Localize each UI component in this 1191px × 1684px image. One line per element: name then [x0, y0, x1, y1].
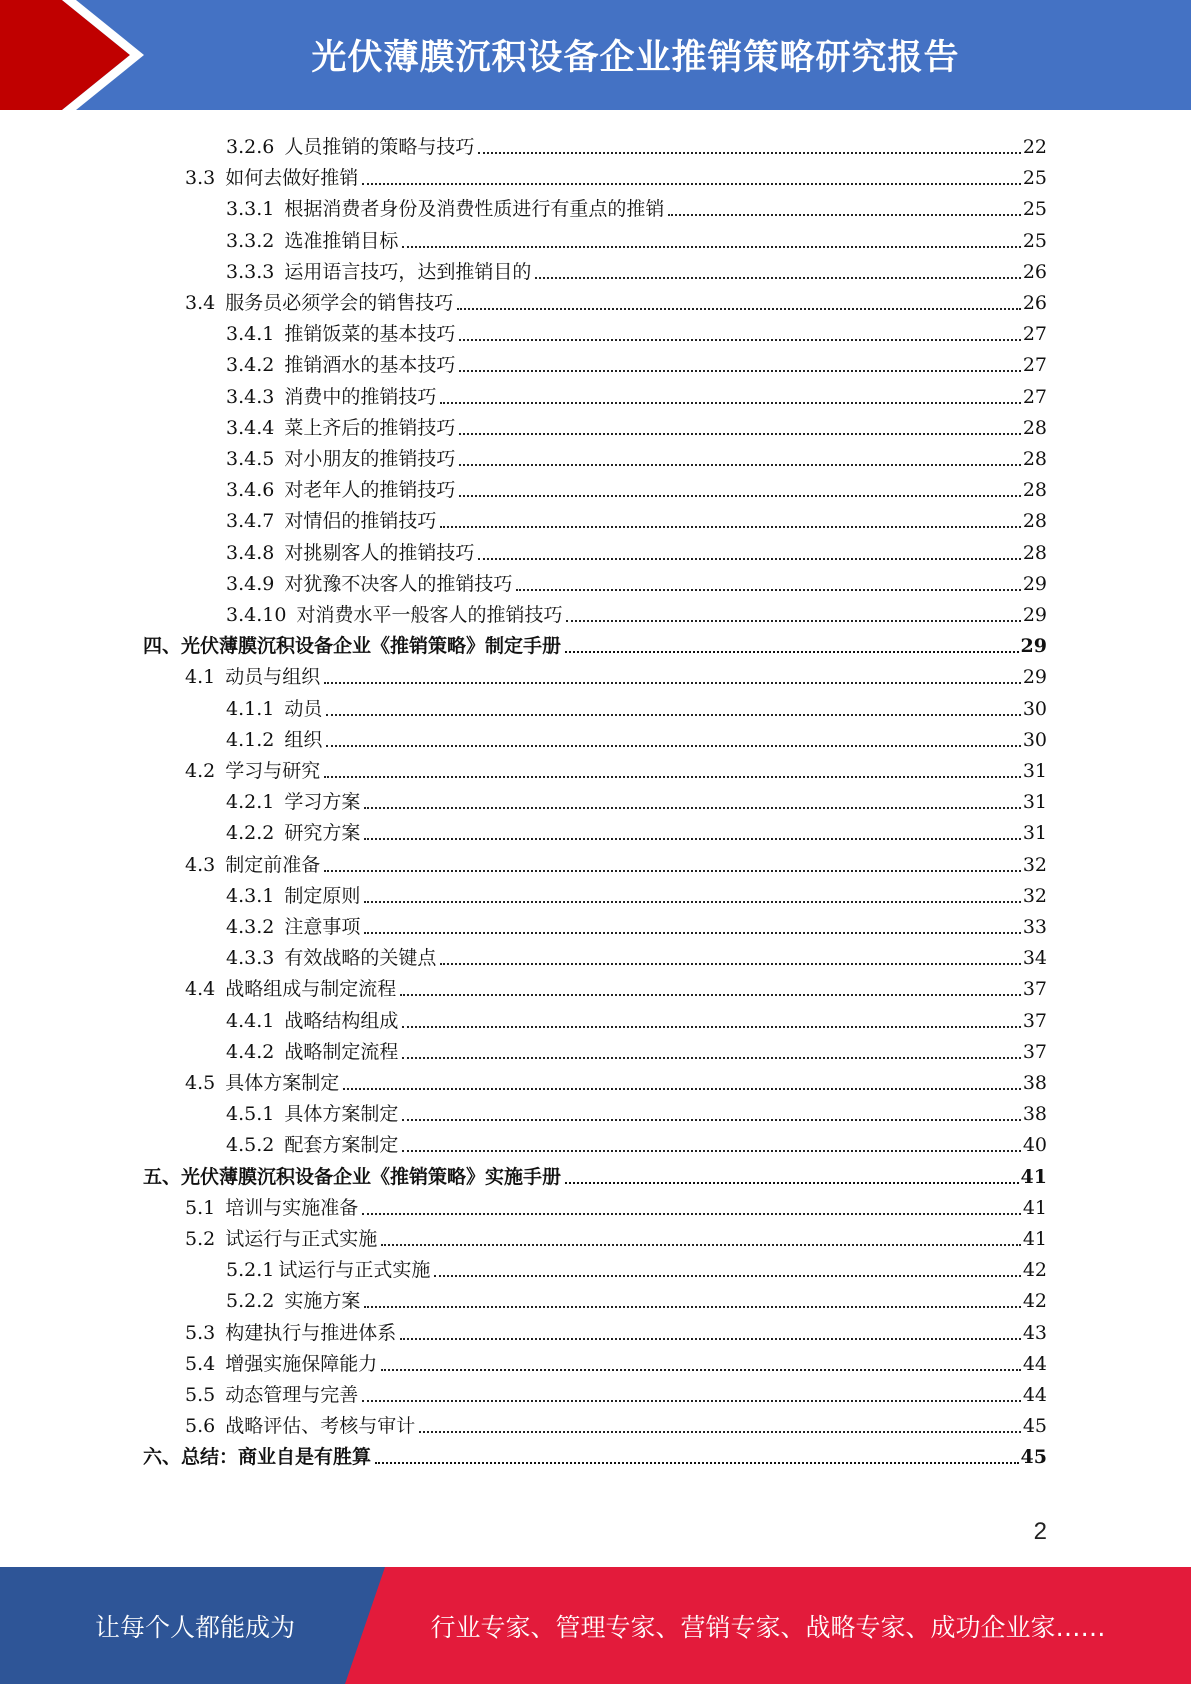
toc-leader-dots: [434, 1275, 1020, 1277]
toc-entry-page: 28: [1022, 448, 1047, 470]
toc-entry-page: 28: [1022, 541, 1047, 564]
toc-entry-title: [185, 291, 453, 315]
toc-entry-title: [226, 260, 531, 284]
toc-entry-page: 45: [1020, 1446, 1047, 1469]
toc-entry-title: [226, 322, 455, 346]
toc-entry-title: [185, 166, 358, 190]
toc-entry[interactable]: [226, 1033, 1047, 1064]
toc-leader-dots: [324, 776, 1021, 778]
toc-entry-text: 四、光伏薄膜沉积设备企业《推销策略》制定手册: [143, 635, 562, 658]
toc-entry-page: 42: [1022, 1290, 1047, 1313]
toc-entry-number: 3.3.3: [226, 260, 275, 283]
toc-entry[interactable]: [185, 1064, 1047, 1095]
toc-entry-text: 菜上齐后的推销技巧: [284, 416, 456, 439]
toc-entry-title: [185, 1196, 358, 1220]
toc-leader-dots: [457, 308, 1021, 310]
toc-entry-title: [226, 135, 474, 159]
toc-leader-dots: [419, 1431, 1021, 1433]
toc-entry-number: 3.4.7: [226, 510, 275, 533]
toc-entry[interactable]: [185, 1376, 1047, 1407]
toc-entry-text: 学习方案: [284, 791, 361, 814]
toc-leader-dots: [362, 1400, 1021, 1402]
toc-entry-title: [226, 790, 360, 814]
toc-entry-number: 5.2.2: [226, 1290, 275, 1313]
footer-slogan-right: 行业专家、管理专家、营销专家、战略专家、成功企业家……: [430, 1612, 1106, 1642]
toc-entry-text: 服务员必须学会的销售技巧: [225, 292, 454, 314]
toc-entry-number: 3.4.9: [226, 572, 275, 595]
toc-entry[interactable]: [185, 159, 1047, 190]
toc-entry-title: [226, 1040, 398, 1064]
toc-entry[interactable]: [226, 1251, 1047, 1282]
toc-leader-dots: [326, 745, 1020, 747]
toc-entry-text: 有效战略的关键点: [284, 947, 437, 970]
toc-entry-number: 4.2.1: [226, 791, 275, 814]
toc-entry-page: 29: [1022, 604, 1047, 626]
toc-entry-page: 41: [1022, 1228, 1047, 1250]
toc-entry[interactable]: [226, 346, 1047, 377]
toc-leader-dots: [364, 901, 1020, 903]
toc-entry[interactable]: [143, 1158, 1047, 1189]
toc-entry-text: 培训与实施准备: [225, 1196, 359, 1219]
toc-leader-dots: [375, 1462, 1019, 1464]
toc-entry-number: 4.3: [185, 853, 216, 876]
toc-entry-title: [185, 1414, 415, 1438]
toc-entry-number: 4.4.1: [226, 1009, 275, 1032]
toc-entry-title: [226, 1133, 398, 1157]
toc-leader-dots: [668, 214, 1020, 216]
toc-entry-text: 配套方案制定: [284, 1134, 399, 1157]
toc-entry[interactable]: [226, 502, 1047, 533]
toc-entry-title: [226, 697, 322, 721]
toc-entry-page: 31: [1022, 822, 1047, 845]
toc-entry-title: [226, 229, 398, 253]
toc-entry-number: 5.4: [185, 1352, 216, 1375]
toc-entry-page: 27: [1022, 385, 1047, 408]
toc-entry-title: [226, 884, 360, 908]
toc-leader-dots: [459, 433, 1020, 435]
toc-entry-title: [226, 1009, 398, 1033]
toc-entry[interactable]: [143, 1438, 1047, 1469]
toc-entry-title: [226, 478, 455, 502]
toc-entry[interactable]: [226, 1095, 1047, 1126]
toc-entry-page: 37: [1022, 1040, 1047, 1063]
toc-entry-title: [226, 447, 455, 471]
toc-entry-page: 38: [1022, 1103, 1047, 1126]
toc-leader-dots: [364, 838, 1020, 840]
toc-entry-text: 推销酒水的基本技巧: [284, 354, 456, 377]
toc-entry[interactable]: [226, 565, 1047, 596]
toc-entry-text: 具体方案制定: [225, 1072, 340, 1094]
toc-entry-number: 3.4.6: [226, 479, 275, 502]
toc-entry-number: 4.4.2: [226, 1040, 275, 1063]
toc-entry-number: 3.4.4: [226, 416, 275, 439]
toc-leader-dots: [402, 1150, 1020, 1152]
toc-entry-number: 4.5: [185, 1072, 216, 1094]
toc-leader-dots: [565, 1182, 1019, 1184]
toc-leader-dots: [459, 370, 1020, 372]
toc-entry-text: 制定前准备: [225, 853, 321, 876]
toc-entry[interactable]: [185, 752, 1047, 783]
toc-entry-text: 试运行与正式实施: [278, 1259, 431, 1282]
toc-entry-text: 对小朋友的推销技巧: [284, 448, 456, 470]
toc-entry-text: 人员推销的策略与技巧: [284, 136, 475, 158]
toc-entry[interactable]: [226, 690, 1047, 721]
toc-entry-number: 5.2: [185, 1228, 216, 1250]
toc-entry[interactable]: [226, 1126, 1047, 1157]
toc-entry[interactable]: [226, 471, 1047, 502]
toc-entry-number: 3.4.8: [226, 541, 275, 564]
toc-entry-page: 33: [1022, 916, 1047, 938]
toc-entry-text: 五、光伏薄膜沉积设备企业《推销策略》实施手册: [143, 1165, 562, 1188]
toc-entry[interactable]: [226, 440, 1047, 471]
toc-entry-title: [226, 915, 360, 939]
toc-entry-number: 4.5.1: [226, 1103, 275, 1126]
document-title: 光伏薄膜沉积设备企业推销策略研究报告: [311, 38, 960, 78]
toc-entry-title: [185, 1071, 339, 1095]
toc-entry-page: 29: [1022, 572, 1047, 595]
toc-entry-number: 4.5.2: [226, 1134, 275, 1157]
toc-entry-page: 28: [1022, 479, 1047, 502]
toc-entry-title: [226, 1289, 360, 1313]
toc-entry-number: 5.2.1: [226, 1259, 275, 1282]
toc-leader-dots: [381, 1369, 1021, 1371]
toc-entry[interactable]: [143, 627, 1047, 658]
toc-entry-number: 5.6: [185, 1415, 216, 1438]
toc-leader-dots: [400, 1338, 1021, 1340]
toc-leader-dots: [400, 994, 1021, 996]
toc-leader-dots: [324, 870, 1021, 872]
toc-entry-text: 试运行与正式实施: [225, 1228, 378, 1250]
toc-entry-page: 41: [1020, 1165, 1047, 1188]
page-number: 2: [1033, 1518, 1047, 1545]
toc-entry-title: [226, 1102, 398, 1126]
toc-leader-dots: [362, 183, 1021, 185]
toc-entry-number: 3.3.2: [226, 229, 275, 252]
toc-entry-text: 战略评估、考核与审计: [225, 1415, 416, 1438]
toc-leader-dots: [478, 558, 1020, 560]
toc-entry-text: 选准推销目标: [284, 229, 399, 252]
toc-entry-page: 42: [1022, 1259, 1047, 1282]
toc-entry-page: 22: [1022, 136, 1047, 158]
toc-leader-dots: [381, 1244, 1021, 1246]
toc-entry-number: 4.3.1: [226, 884, 275, 907]
toc-entry-page: 44: [1022, 1352, 1047, 1375]
toc-leader-dots: [364, 807, 1020, 809]
toc-entry-text: 构建执行与推进体系: [225, 1321, 397, 1344]
toc-entry-text: 对老年人的推销技巧: [284, 479, 456, 502]
toc-entry-number: 4.1.2: [226, 728, 275, 751]
toc-entry-title: [226, 1258, 430, 1282]
toc-entry-page: 44: [1022, 1384, 1047, 1406]
toc-leader-dots: [364, 1306, 1020, 1308]
toc-entry-title: [226, 416, 455, 440]
toc-entry-number: 3.4.5: [226, 448, 275, 470]
toc-entry-text: 动态管理与完善: [225, 1384, 359, 1406]
toc-entry-page: 45: [1022, 1415, 1047, 1438]
toc-entry[interactable]: [185, 1345, 1047, 1376]
toc-entry[interactable]: [226, 128, 1047, 159]
toc-entry-number: 4.2.2: [226, 822, 275, 845]
toc-entry-text: 战略组成与制定流程: [225, 978, 397, 1001]
toc-entry[interactable]: [226, 783, 1047, 814]
toc-entry-title: [226, 821, 360, 845]
toc-entry[interactable]: [185, 1220, 1047, 1251]
toc-entry-number: 3.3.1: [226, 198, 275, 221]
toc-entry-text: 动员与组织: [225, 666, 321, 689]
toc-entry-number: 3.4.3: [226, 385, 275, 408]
footer-slogan-left: 让每个人都能成为: [94, 1612, 295, 1642]
toc-entry-text: 制定原则: [284, 884, 361, 907]
toc-entry-page: 32: [1022, 884, 1047, 907]
toc-entry-page: 30: [1022, 697, 1047, 720]
toc-entry[interactable]: [185, 970, 1047, 1001]
toc-entry-page: 31: [1022, 760, 1047, 782]
toc-entry-title: [226, 603, 562, 627]
toc-entry-page: 26: [1022, 292, 1047, 314]
toc-entry-page: 41: [1022, 1196, 1047, 1219]
toc-entry-text: 学习与研究: [225, 760, 321, 782]
toc-entry[interactable]: [226, 222, 1047, 253]
toc-entry-text: 组织: [284, 728, 323, 751]
toc-leader-dots: [402, 1026, 1020, 1028]
toc-entry-page: 38: [1022, 1072, 1047, 1094]
toc-entry-text: 推销饭菜的基本技巧: [284, 323, 456, 346]
toc-entry-page: 25: [1022, 198, 1047, 221]
toc-entry-text: 如何去做好推销: [225, 167, 359, 190]
toc-entry-text: 动员: [284, 697, 323, 720]
toc-entry-title: [226, 572, 512, 596]
toc-entry-text: 对挑剔客人的推销技巧: [284, 541, 475, 564]
toc-entry[interactable]: [226, 596, 1047, 627]
toc-entry-number: 3.4: [185, 292, 216, 314]
toc-entry[interactable]: [226, 1282, 1047, 1313]
toc-entry[interactable]: [185, 846, 1047, 877]
toc-leader-dots: [459, 495, 1020, 497]
toc-leader-dots: [566, 620, 1020, 622]
toc-entry[interactable]: [226, 315, 1047, 346]
toc-leader-dots: [343, 1088, 1021, 1090]
toc-entry-number: 4.1.1: [226, 697, 275, 720]
toc-leader-dots: [402, 1057, 1020, 1059]
toc-entry[interactable]: [185, 1407, 1047, 1438]
toc-entry-title: [185, 665, 320, 689]
toc-entry-page: 43: [1022, 1321, 1047, 1344]
toc-entry-title: [226, 541, 474, 565]
toc-entry-text: 对消费水平一般客人的推销技巧: [296, 604, 563, 626]
toc-entry-page: 40: [1022, 1134, 1047, 1157]
toc-entry[interactable]: [226, 409, 1047, 440]
toc-entry-number: 3.4.1: [226, 323, 275, 346]
toc-leader-dots: [535, 277, 1020, 279]
toc-entry-page: 37: [1022, 978, 1047, 1001]
toc-entry-page: 37: [1022, 1009, 1047, 1032]
toc-entry[interactable]: [226, 378, 1047, 409]
toc-leader-dots: [440, 402, 1020, 404]
toc-entry[interactable]: [226, 253, 1047, 284]
toc-entry-page: 25: [1022, 229, 1047, 252]
toc-entry-number: 3.2.6: [226, 136, 275, 158]
toc-entry[interactable]: [185, 1189, 1047, 1220]
toc-entry-title: [226, 509, 436, 533]
toc-entry-number: 3.4.2: [226, 354, 275, 377]
toc-entry-page: 34: [1022, 947, 1047, 970]
toc-entry-page: 27: [1022, 354, 1047, 377]
toc-entry-title: [226, 728, 322, 752]
toc-entry-page: 30: [1022, 728, 1047, 751]
toc-entry-number: 3.4.10: [226, 604, 287, 626]
toc-leader-dots: [364, 932, 1020, 934]
toc-entry-page: 25: [1022, 167, 1047, 190]
toc-entry[interactable]: [226, 877, 1047, 908]
toc-entry-text: 对犹豫不决客人的推销技巧: [284, 572, 513, 595]
toc-entry-page: 28: [1022, 510, 1047, 533]
toc-entry-title: [185, 853, 320, 877]
toc-leader-dots: [402, 246, 1020, 248]
toc-entry-title: [185, 1383, 358, 1407]
toc-entry-number: 4.3.2: [226, 916, 275, 938]
toc-entry-text: 实施方案: [284, 1290, 361, 1313]
toc-entry-title: [226, 197, 664, 221]
toc-entry[interactable]: [226, 1002, 1047, 1033]
toc-entry[interactable]: [226, 908, 1047, 939]
toc-entry-text: 对情侣的推销技巧: [284, 510, 437, 533]
toc-entry-page: 32: [1022, 853, 1047, 876]
toc-entry-text: 战略制定流程: [284, 1040, 399, 1063]
toc-entry-title: [185, 977, 396, 1001]
toc-entry-text: 消费中的推销技巧: [284, 385, 437, 408]
page-header: [0, 0, 1191, 110]
toc-entry-text: 根据消费者身份及消费性质进行有重点的推销: [284, 198, 665, 221]
toc-leader-dots: [440, 526, 1020, 528]
toc-leader-dots: [459, 464, 1020, 466]
toc-entry-number: 4.3.3: [226, 947, 275, 970]
toc-entry[interactable]: [226, 534, 1047, 565]
toc-entry-title: [185, 759, 320, 783]
toc-entry-text: 六、总结：商业自是有胜算: [143, 1446, 372, 1469]
toc-entry-title: [143, 1445, 371, 1469]
toc-entry-title: [226, 946, 436, 970]
toc-entry-title: [143, 1165, 561, 1189]
page-footer: [0, 1567, 1191, 1684]
toc-entry[interactable]: [226, 721, 1047, 752]
toc-entry-number: 5.5: [185, 1384, 216, 1406]
toc-entry-title: [226, 353, 455, 377]
toc-leader-dots: [326, 714, 1020, 716]
toc-entry-number: 5.3: [185, 1321, 216, 1344]
toc-leader-dots: [516, 589, 1020, 591]
toc-leader-dots: [565, 651, 1019, 653]
toc-entry[interactable]: [226, 190, 1047, 221]
toc-entry-text: 运用语言技巧，达到推销目的: [284, 260, 532, 283]
toc-entry-title: [185, 1352, 377, 1376]
toc-entry-title: [185, 1227, 377, 1251]
toc-entry[interactable]: [185, 658, 1047, 689]
toc-entry-page: 29: [1020, 635, 1047, 658]
toc-entry-page: 29: [1022, 666, 1047, 689]
toc-entry[interactable]: [226, 814, 1047, 845]
toc-entry-text: 战略结构组成: [284, 1009, 399, 1032]
toc-entry-number: 4.4: [185, 978, 216, 1001]
toc-entry-number: 4.2: [185, 760, 216, 782]
toc-entry-page: 27: [1022, 323, 1047, 346]
toc-entry[interactable]: [185, 1314, 1047, 1345]
toc-leader-dots: [324, 682, 1021, 684]
toc-leader-dots: [440, 963, 1020, 965]
toc-leader-dots: [362, 1213, 1021, 1215]
toc-entry-page: 28: [1022, 416, 1047, 439]
toc-entry-title: [226, 385, 436, 409]
toc-entry-number: 5.1: [185, 1196, 216, 1219]
toc-entry-text: 增强实施保障能力: [225, 1352, 378, 1375]
toc-entry-title: [143, 634, 561, 658]
toc-entry-page: 26: [1022, 260, 1047, 283]
toc-entry-page: 31: [1022, 791, 1047, 814]
toc-entry-text: 研究方案: [284, 822, 361, 845]
toc-entry[interactable]: [185, 284, 1047, 315]
toc-entry-title: [185, 1321, 396, 1345]
toc-leader-dots: [478, 152, 1020, 154]
toc-leader-dots: [459, 339, 1020, 341]
toc-entry[interactable]: [226, 939, 1047, 970]
toc-entry-text: 具体方案制定: [284, 1103, 399, 1126]
toc-entry-number: 3.3: [185, 167, 216, 190]
toc-entry-text: 注意事项: [284, 916, 361, 938]
toc-leader-dots: [402, 1119, 1020, 1121]
toc-entry-number: 4.1: [185, 666, 216, 689]
